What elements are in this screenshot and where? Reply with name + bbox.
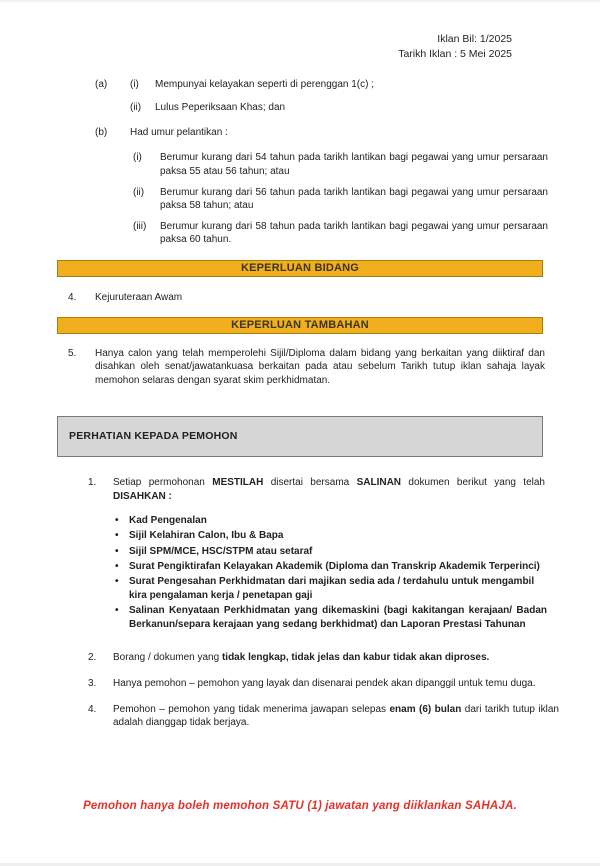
perhatian-item-1-num: 1. [88, 477, 97, 489]
advert-date: Tarikh Iklan : 5 Mei 2025 [398, 48, 512, 60]
perhatian-item-2 [0, 651, 600, 664]
clause-b-item-3-num: (iii) [133, 220, 147, 232]
perhatian-item-3-text: Hanya pemohon – pemohon yang layak dan disenarai pendek akan dipanggil untuk temu duga. [113, 678, 536, 690]
perhatian-item-3 [0, 677, 600, 690]
clause-b-item-1 [0, 151, 600, 178]
perhatian-notice-box [57, 416, 543, 457]
bullet-icon: • [115, 605, 119, 617]
clause-b-item-3 [0, 220, 600, 247]
clause-a-item-2 [0, 101, 600, 114]
perhatian-title: PERHATIAN KEPADA PEMOHON [69, 430, 238, 443]
keperluan-tambahan-item-text: Hanya calon yang telah memperolehi Sijil/Diploma dalam bidang yang berkaitan yang diiktiraf dan disahkan oleh senat/jawatankuasa berkaitan pada atau sebelum Tarikh tutup iklan sahaja layak memohon selaras dengan syarat skim perkhidmatan. [95, 348, 545, 386]
single-application-warning: Pemohon hanya boleh memohon SATU (1) jawatan yang diiklankan SAHAJA. [83, 800, 517, 812]
list-item: • Salinan Kenyataan Perkhidmatan yang dikemaskini (bagi kakitangan kerajaan/ Badan Berkanun/separa kerajaan yang sedang berkhidmat) dan Laporan Prestasi Tahunan [115, 605, 547, 631]
page-top-edge [0, 0, 600, 2]
bullet-icon: • [115, 545, 119, 557]
advert-header [0, 0, 600, 62]
clause-b-item-2-text: Berumur kurang dari 56 tahun pada tarikh lantikan bagi pegawai yang umur persaraan paksa 58 tahun; atau [160, 187, 548, 212]
list-item: • Kad Pengenalan [115, 515, 207, 527]
bullet-icon: • [115, 576, 119, 588]
clause-b-label: (b) [95, 126, 108, 138]
clause-b-item-2 [0, 186, 600, 213]
clause-b-item-1-num: (i) [133, 152, 142, 164]
clause-a-item-2-text: Lulus Peperiksaan Khas; dan [155, 102, 286, 114]
perhatian-item-1-text: Setiap permohonan MESTILAH disertai bersama SALINAN dokumen berikut yang telah DISAHKAN : [113, 477, 545, 502]
list-item: • Surat Pengiktirafan Kelayakan Akademik (Diploma dan Transkrip Akademik Terperinci) [115, 560, 540, 572]
clause-a-item-1-num: (i) [130, 79, 139, 90]
perhatian-item-4-num: 4. [88, 703, 97, 715]
perhatian-item-4 [0, 703, 600, 730]
perhatian-item-4-text: Pemohon – pemohon yang tidak menerima jawapan selepas enam (6) bulan dari tarikh tutup iklan adalah dianggap tidak berjaya. [113, 703, 559, 729]
list-item: • Sijil SPM/MCE, HSC/STPM atau setaraf [115, 545, 313, 557]
clause-b-item-3-text: Berumur kurang dari 58 tahun pada tarikh lantikan bagi pegawai yang umur persaraan paksa 60 tahun. [160, 220, 548, 246]
keperluan-bidang-item-text: Kejuruteraan Awam [95, 291, 183, 303]
bullet-icon: • [115, 530, 119, 542]
list-item: • Sijil Kelahiran Calon, Ibu & Bapa [115, 530, 284, 542]
advert-number: Iklan Bil: 1/2025 [437, 33, 512, 45]
perhatian-item-2-text: Borang / dokumen yang tidak lengkap, tidak jelas dan kabur tidak akan diproses. [113, 651, 490, 663]
clause-a-item-1-text: Mempunyai kelayakan seperti di perenggan 1(c) ; [155, 79, 375, 90]
keperluan-tambahan-item-num: 5. [68, 348, 77, 360]
clause-b-title: Had umur pelantikan : [130, 126, 228, 138]
bullet-icon: • [115, 515, 119, 527]
keperluan-bidang-item-num: 4. [68, 291, 77, 303]
perhatian-item-3-num: 3. [88, 678, 97, 690]
clause-a-item-2-num: (ii) [130, 102, 142, 114]
clause-a-label: (a) [95, 79, 108, 90]
bullet-icon: • [115, 560, 119, 572]
clause-b-title-row [0, 126, 600, 139]
clause-b-item-2-num: (ii) [133, 187, 145, 199]
perhatian-item-1 [0, 476, 600, 503]
keperluan-bidang-item [0, 291, 600, 304]
section-heading-keperluan-bidang: KEPERLUAN BIDANG [57, 260, 543, 277]
clause-b-item-1-text: Berumur kurang dari 54 tahun pada tarikh lantikan bagi pegawai yang umur persaraan paksa 55 atau 56 tahun; atau [160, 152, 548, 177]
required-documents-list [0, 514, 600, 632]
keperluan-tambahan-item [0, 347, 600, 387]
list-item: • Surat Pengesahan Perkhidmatan dari majikan sedia ada / terdahulu untuk mengambil kira pengalaman kerja / penetapan gaji [115, 576, 535, 602]
clause-a-item-1 [0, 78, 600, 91]
perhatian-item-2-num: 2. [88, 651, 97, 663]
section-heading-keperluan-tambahan: KEPERLUAN TAMBAHAN [57, 317, 543, 334]
